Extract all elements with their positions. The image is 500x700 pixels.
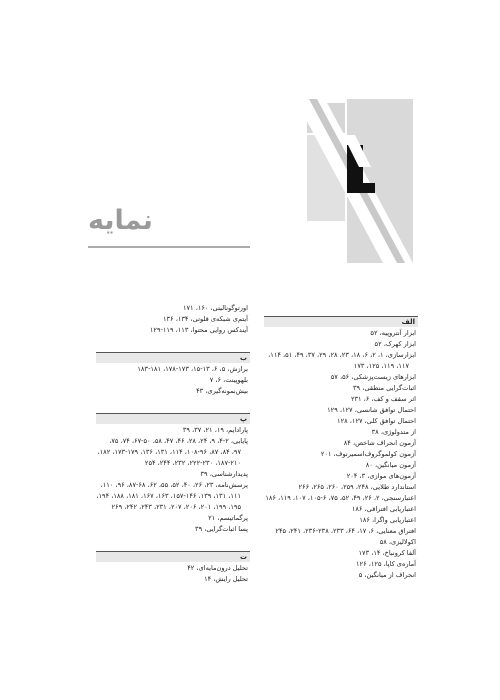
index-entry: ابزارسازی، ۱، ۲، ۶، ۱۸، ۲۳، ۲۸، ۲۹، ۳۷، ۴۹، ۵۱، ۱۱۴،: [268, 351, 416, 359]
index-entry: آزمون کولموگروف‌اسمیرنوف، ۲۰۱: [320, 450, 416, 458]
index-entry: بیش‌نمونه‌گیری، ۴۳: [196, 387, 248, 395]
index-column-right: [264, 316, 418, 581]
index-entry: ابزار آنتروپیه، ۵۲: [370, 329, 416, 337]
index-entry: اعتباریابی افتراقی، ۱۸۶: [351, 505, 416, 513]
title-underline: [88, 246, 250, 248]
index-entry-continued: ۹۷، ۸۴، ۸۷، ۱۰۸-۹۶، ۱۱۴، ۱۳۱، ۱۳۶، ۱۷۳-۱۷۹، ۱۸۲،: [97, 448, 241, 456]
index-entry: اثبات‌گرایی منطقی، ۳۹: [353, 384, 416, 392]
index-entry: آیتم‌ی شبکه‌ی قلوتی، ۱۳۴، ۱۳۶: [162, 315, 248, 323]
section-header-be: ب: [96, 352, 250, 363]
index-entry: احتمال توافق شانسی، ۱۲۷، ۱۲۹: [327, 406, 416, 414]
index-entry: ابزار کهرک، ۵۲: [374, 340, 416, 348]
index-entry: پسا اثبات‌گرایی، ۳۹: [195, 525, 248, 533]
section-spacer: [96, 397, 250, 413]
index-entry: احتمال توافق کلی، ۱۲۷، ۱۲۸: [337, 417, 416, 425]
index-entry: افتراق معنایی، ۶، ۱۷، ۶۴، ۲۳۳، ۲۳۸-۲۳۶، ۲۴۱، ۲۴۵: [275, 527, 416, 535]
section-spacer: [96, 535, 250, 551]
index-entry: آلفا کرونباخ، ۱۴، ۱۷۳: [358, 549, 416, 557]
section-spacer: [96, 336, 250, 352]
index-entry: پرگماتیسم، ۲۱: [208, 514, 248, 522]
index-column-left: [96, 303, 250, 585]
index-entry: آزمون‌های موازی، ۳، ۲۰۴: [346, 472, 416, 480]
section-header-pe: پ: [96, 413, 250, 424]
decorative-graphic: [285, 95, 415, 265]
index-entry: آیندکس روایی محتوا، ۱۱۳، ۱۱۹-۱۲۹: [149, 326, 248, 334]
section-header-alef: الف: [264, 316, 418, 327]
index-entry: اثر سقف و کف، ۶، ۲۳۱: [350, 395, 416, 403]
deco-black-bar-h: [347, 183, 375, 193]
index-entry: پرسش‌نامه، ۲۳، ۲۶، ۴۰، ۵۲، ۵۵، ۶۲، ۶۸-۸۷، ۹۶، ۱۱۰،: [100, 481, 248, 489]
index-entry-continued: ۱۱۱، ۱۳۱، ۱۳۹، ۱۵۷-۱۴۶، ۱۶۳، ۱۶۷، ۱۸۱، ۱۸۸، ۱۹۴،: [96, 492, 241, 500]
index-entry: انحراف از میانگین، ۵: [358, 571, 416, 579]
index-entry-continued: ۱۹۵، ۱۹۹، ۲۰۱، ۲۰۶، ۲۰۷، ۲۳۱، ۲۴۳، ۲۴۲، ۲۶۹: [111, 503, 241, 511]
index-entry: تحلیل رایش، ۱۴: [204, 575, 248, 583]
index-entry: پدیدارشناسی، ۳۹: [200, 470, 248, 478]
index-entry: آماره‌ی کاپا، ۱۲۵، ۱۲۶: [356, 560, 416, 568]
section-header-te: ت: [96, 551, 250, 562]
index-entry: برازش، ۵، ۶، ۱۳-۱۵، ۱۷۳-۱۷۸، ۱۸۱-۱۸۳: [137, 365, 248, 373]
index-entry: بلهوپینت، ۶، ۷: [209, 376, 248, 384]
index-entry-continued: ۱۱۷، ۱۱۹، ۱۲۵، ۱۷۳: [353, 362, 409, 370]
index-entry: آزمون میانگین، ۸۰: [365, 461, 416, 469]
index-entry: از متدولوژی، ۳۸: [371, 428, 416, 436]
index-entry: پایایی، ۲-۴، ۹، ۲۴، ۲۸، ۴۶، ۴۷، ۵۸، ۵۰-۶۷، ۷۴، ۷۵،: [109, 437, 248, 445]
page-title: نمایه: [88, 205, 153, 236]
index-entry: ابزارهای زیست‌پزشکی، ۵۶، ۵۷: [330, 373, 416, 381]
index-entry: استاندارد طلایی، ۲۴۸، ۲۵۹، ۲۶۰، ۲۶۵، ۲۶۶: [298, 483, 416, 491]
index-entry: اورتوگونالیتی، ۱۶۰، ۱۷۱: [182, 304, 248, 312]
index-entry: پارادایم، ۱۹، ۲۱، ۳۷، ۳۹: [182, 426, 248, 434]
index-entry: تحلیل درون‌مایه‌ای، ۴۲: [187, 564, 248, 572]
index-entry: اعتبارسنجی، ۲، ۲۶، ۴۹، ۵۲، ۷۵، ۶-۱۰۵، ۱۰۷، ۱۱۹، ۱۸۶: [265, 494, 416, 502]
index-entry: اکولالیزی، ۵۸: [379, 538, 416, 546]
index-entry: اعتباریابی واگرا، ۱۸۶: [359, 516, 416, 524]
index-entry-continued: ۱۸۷-۲۱۰، ۲۲۲-۲۳۰، ۲۳۲، ۲۴۴، ۲۵۴: [144, 459, 241, 467]
index-entry: آزمون انحراف شاخص، ۸۴: [343, 439, 416, 447]
